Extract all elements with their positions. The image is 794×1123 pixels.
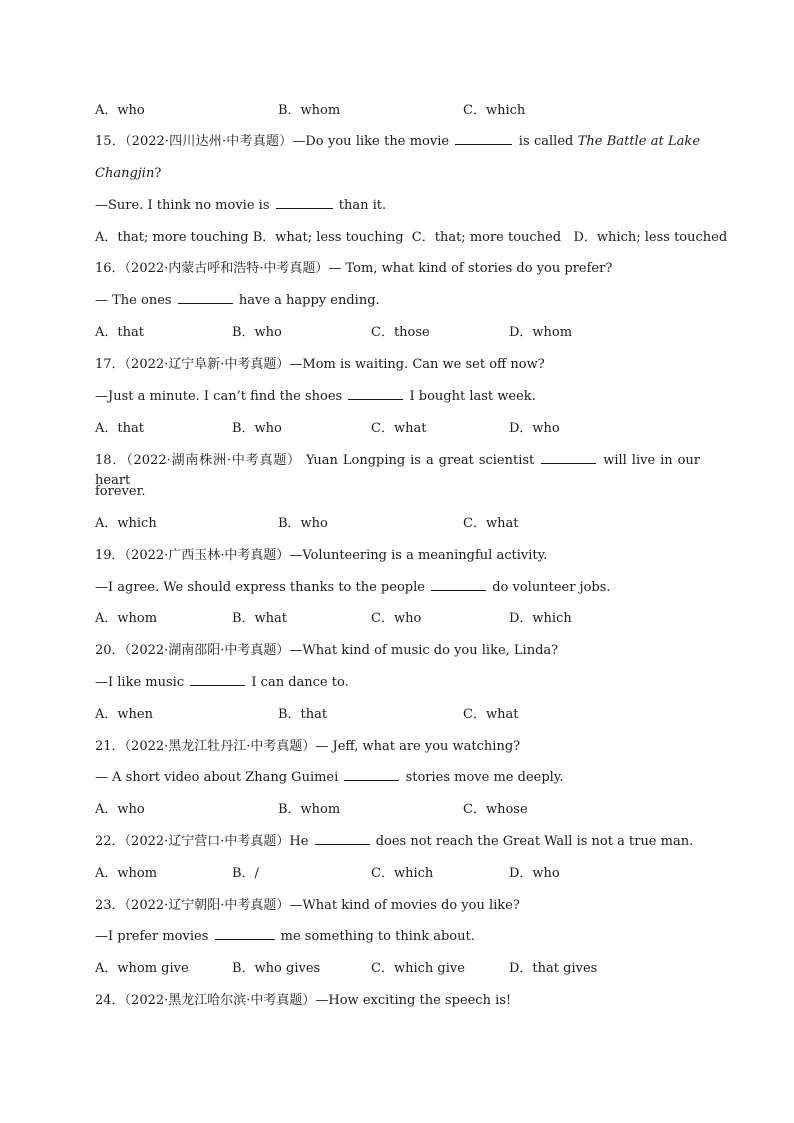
q18-lead: 18．（2022·湖南株洲·中考真题） Yuan Longping is a great scientist bbox=[95, 453, 535, 468]
q17-option-c: C．what bbox=[371, 421, 427, 436]
answer-blank bbox=[344, 768, 399, 781]
q16-reply bbox=[95, 291, 700, 311]
q19-option-b: B．what bbox=[232, 611, 288, 626]
q22-lead-b: does not reach the Great Wall is not a true man. bbox=[375, 834, 694, 849]
q22-lead-a: 22．（2022·辽宁营口·中考真题）He bbox=[95, 834, 309, 849]
q22-question bbox=[95, 832, 700, 852]
q18-tail: will live in our heart bbox=[95, 453, 700, 488]
q21-reply-a: — A short video about Zhang Guimei bbox=[95, 770, 339, 785]
q16-option-c: C．those bbox=[371, 325, 430, 340]
q21-option-a: A．who bbox=[95, 802, 145, 817]
q21-option-b: B．whom bbox=[278, 802, 341, 817]
q15-reply bbox=[95, 196, 700, 216]
q16-option-d: D．whom bbox=[509, 325, 573, 340]
q19-reply bbox=[95, 578, 700, 598]
q21-reply-b: stories move me deeply. bbox=[405, 770, 564, 785]
q22-option-c: C．which bbox=[371, 866, 434, 881]
q19-option-c: C．who bbox=[371, 611, 422, 626]
q17-question: 17．（2022·辽宁阜新·中考真题）—Mom is waiting. Can we set off now? bbox=[95, 357, 545, 372]
q22-option-a: A．whom bbox=[95, 866, 158, 881]
q23-option-b: B．who gives bbox=[232, 961, 321, 976]
q16-option-b: B．who bbox=[232, 325, 282, 340]
answer-blank bbox=[348, 387, 403, 400]
q21-option-c: C．whose bbox=[463, 802, 528, 817]
q19-question: 19．（2022·广西玉林·中考真题）—Volunteering is a meaningful activity. bbox=[95, 548, 548, 563]
q23-reply bbox=[95, 927, 700, 947]
q20-option-a: A．when bbox=[95, 707, 153, 722]
q14-option-c: C．which bbox=[463, 103, 526, 118]
q19-reply-a: —I agree. We should express thanks to the people bbox=[95, 580, 425, 595]
q16-reply-a: — The ones bbox=[95, 293, 172, 308]
q22-option-d: D．who bbox=[509, 866, 560, 881]
q17-reply-b: I bought last week. bbox=[409, 389, 536, 404]
q24-question: 24．（2022·黑龙江哈尔滨·中考真题）—How exciting the speech is! bbox=[95, 993, 512, 1008]
q17-option-b: B．who bbox=[232, 421, 282, 436]
q14-option-a: A．who bbox=[95, 103, 145, 118]
q16-reply-b: have a happy ending. bbox=[238, 293, 380, 308]
answer-blank bbox=[541, 451, 596, 464]
q23-option-c: C．which give bbox=[371, 961, 465, 976]
q15-reply-a: —Sure. I think no movie is bbox=[95, 198, 270, 213]
q16-option-a: A．that bbox=[95, 325, 144, 340]
q18-option-a: A．which bbox=[95, 516, 157, 531]
q17-option-a: A．that bbox=[95, 421, 144, 436]
q23-reply-b: me something to think about. bbox=[280, 929, 475, 944]
answer-blank bbox=[276, 196, 333, 209]
q23-option-a: A．whom give bbox=[95, 961, 189, 976]
q14-option-b: B．whom bbox=[278, 103, 341, 118]
q20-reply-b: I can dance to. bbox=[251, 675, 349, 690]
q15-question bbox=[95, 132, 700, 152]
q20-reply bbox=[95, 673, 700, 693]
q19-option-a: A．whom bbox=[95, 611, 158, 626]
q17-reply bbox=[95, 387, 700, 407]
q19-option-d: D．which bbox=[509, 611, 572, 626]
q20-reply-a: —I like music bbox=[95, 675, 185, 690]
q15-options: A．that; more touching B．what; less touching C．that; more touched D．which; less touched bbox=[95, 230, 728, 245]
q20-question: 20．（2022·湖南邵阳·中考真题）—What kind of music do you like, Linda? bbox=[95, 643, 559, 658]
q23-question: 23．（2022·辽宁朝阳·中考真题）—What kind of movies do you like? bbox=[95, 898, 520, 913]
q18-option-c: C．what bbox=[463, 516, 519, 531]
q20-option-c: C．what bbox=[463, 707, 519, 722]
q15-reply-b: than it. bbox=[338, 198, 387, 213]
q17-reply-a: —Just a minute. I can’t find the shoes bbox=[95, 389, 343, 404]
answer-blank bbox=[215, 927, 275, 940]
q22-option-b: B．/ bbox=[232, 866, 259, 881]
q20-option-b: B．that bbox=[278, 707, 328, 722]
q15-movie-title: The Battle at Lake bbox=[577, 134, 701, 149]
q23-reply-a: —I prefer movies bbox=[95, 929, 209, 944]
q19-reply-b: do volunteer jobs. bbox=[492, 580, 611, 595]
q21-question: 21．（2022·黑龙江牡丹江·中考真题）— Jeff, what are you watching? bbox=[95, 739, 521, 754]
q17-option-d: D．who bbox=[509, 421, 560, 436]
answer-blank bbox=[178, 291, 233, 304]
answer-blank bbox=[315, 832, 370, 845]
q18-question-cont: forever. bbox=[95, 484, 146, 499]
answer-blank bbox=[431, 578, 486, 591]
q15-end: ? bbox=[154, 166, 162, 181]
answer-blank bbox=[190, 673, 245, 686]
q16-question: 16．（2022·内蒙古呼和浩特·中考真题）— Tom, what kind of stories do you prefer? bbox=[95, 261, 613, 276]
answer-blank bbox=[455, 132, 512, 145]
q21-reply bbox=[95, 768, 700, 788]
q15-question-cont bbox=[95, 164, 700, 184]
q15-lead: 15．（2022·四川达州·中考真题）—Do you like the movie bbox=[95, 134, 450, 149]
q15-movie-title-cont: Changjin bbox=[95, 166, 155, 181]
q18-option-b: B．who bbox=[278, 516, 328, 531]
q15-mid: is called bbox=[518, 134, 574, 149]
q23-option-d: D．that gives bbox=[509, 961, 598, 976]
